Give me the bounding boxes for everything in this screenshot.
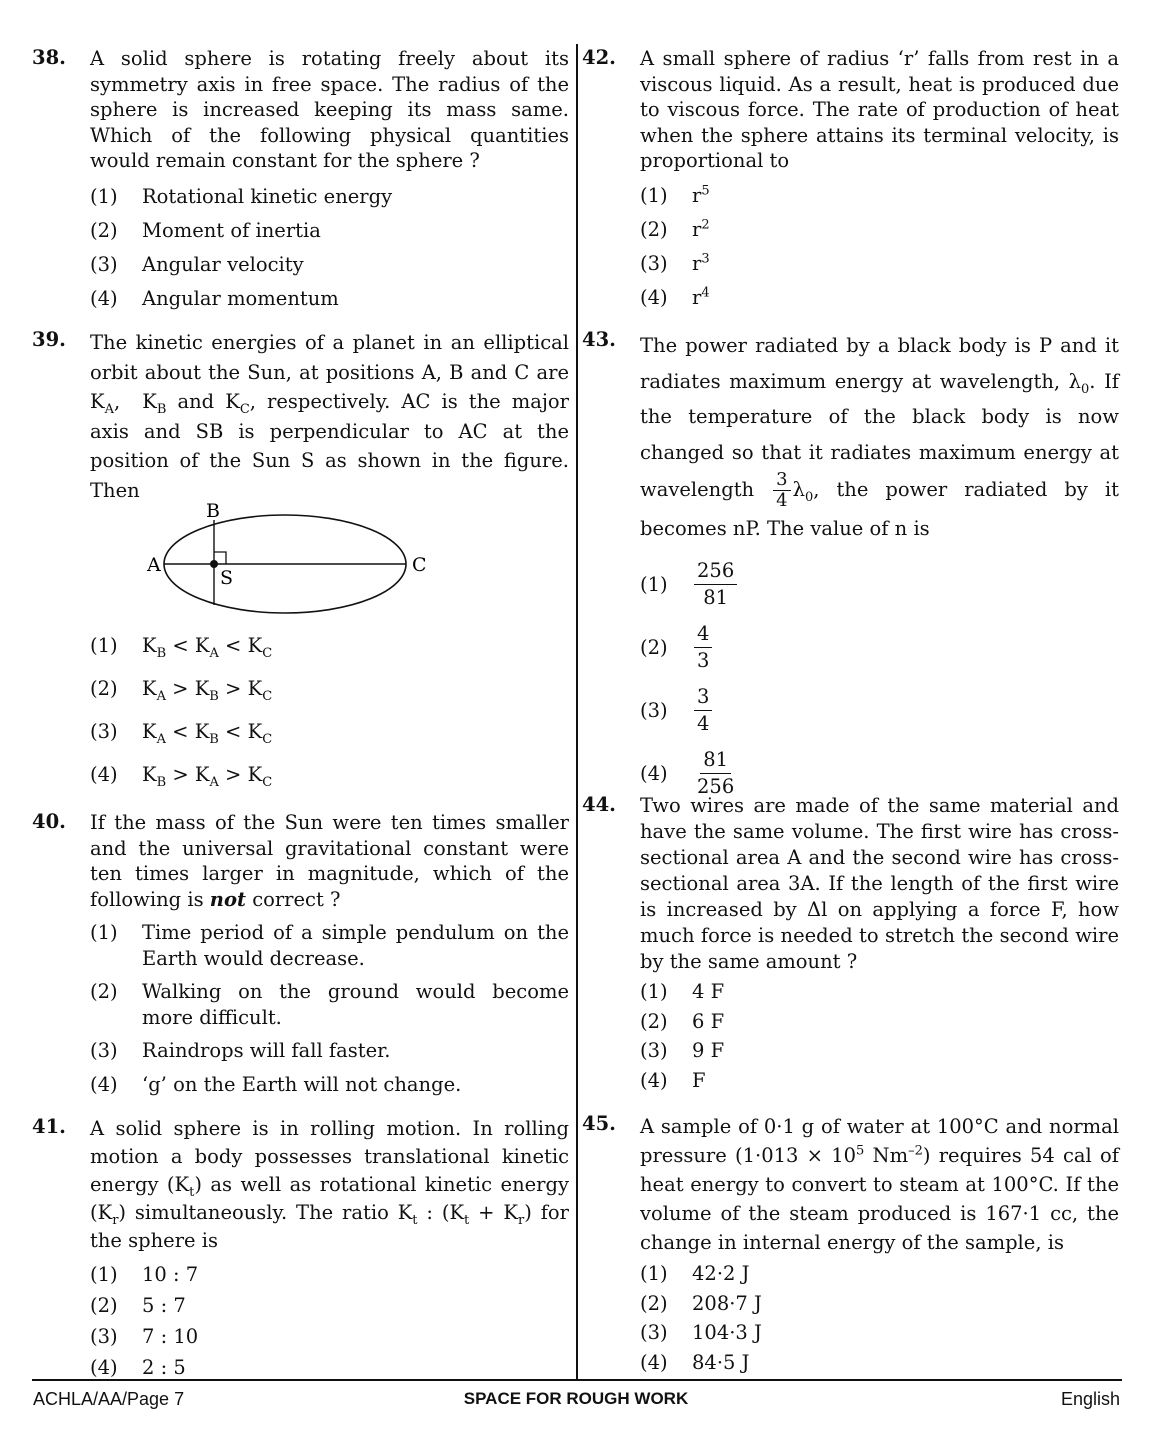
question-39 — [32, 328, 569, 790]
question-number: 40. — [32, 810, 66, 833]
footer-rough-work: SPACE FOR ROUGH WORK — [463, 1389, 689, 1408]
option-3[interactable]: (3) $K_A < K_B < K_C$ — [90, 720, 273, 747]
sun-point — [210, 560, 218, 568]
question-number: 45. — [582, 1112, 616, 1135]
footer-rule — [32, 1379, 1122, 1381]
options — [640, 1259, 1119, 1377]
option-1[interactable]: (1) Time period of a simple pendulum on the Earth would decrease. — [90, 921, 569, 970]
option-4[interactable]: (4) F — [640, 1068, 706, 1092]
option-3[interactable]: (3) $\frac{3}{4}$ — [640, 679, 1119, 742]
label-a: A — [147, 554, 161, 576]
option-2[interactable]: (2) Moment of inertia — [90, 219, 321, 242]
question-text: The kinetic energies of a planet in an elliptical orbit about the Sun, at positions A, B and C are $K_A$, $K_B$ and $K_C$, respectively. AC is the major axis and SB is perpendicular to AC at the position of the Sun S as shown in the figure. Then — [90, 331, 569, 502]
option-2[interactable]: (2) 6 F — [640, 1009, 725, 1033]
option-4[interactable]: (4) $\frac{81}{256}$ — [640, 747, 735, 798]
footer-page-code: ACHLA/AA/Page 7 — [33, 1389, 185, 1409]
option-2[interactable]: (2) $K_A > K_B > K_C$ — [90, 677, 273, 704]
question-number: 39. — [32, 328, 66, 351]
question-43 — [582, 328, 1119, 805]
question-40 — [32, 810, 569, 1097]
option-4[interactable]: (4) Angular momentum — [90, 287, 339, 310]
option-4[interactable]: (4) ‘g’ on the Earth will not change. — [90, 1072, 462, 1096]
question-text: A sample of 0·1 g of water at 100°C and normal pressure ($1\cdot 013 \times 10^5$ $Nm^{-2}$) requires 54 cal of heat energy to convert to steam at 100°C. If the volume of the steam produced is 167·1 cc, the change in internal energy of the sample, is — [640, 1115, 1119, 1254]
option-3[interactable]: (3) 7 : 10 — [90, 1325, 199, 1348]
question-text: A solid sphere is in rolling motion. In rolling motion a body possesses translational kinetic energy $(K_t)$ as well as rotational kinetic energy $(K_r)$ simultaneously. The ratio $K_t$ : $(K_t + K_r)$ for the sphere is — [90, 1117, 569, 1252]
option-3[interactable]: (3) 9 F — [640, 1039, 725, 1063]
question-number: 42. — [582, 46, 616, 69]
options — [90, 624, 627, 796]
question-text: A solid sphere is rotating freely about its symmetry axis in free space. The radius of the sphere is increased keeping its mass same. Which of the following physical quantities would remain constant for the sphere ? — [90, 47, 569, 172]
options — [90, 1259, 569, 1383]
option-3[interactable]: (3) Angular velocity — [90, 253, 304, 276]
option-1[interactable]: (1) Rotational kinetic energy — [90, 185, 393, 208]
option-1[interactable]: (1) $\frac{256}{81}$ — [640, 553, 1119, 616]
option-3[interactable]: (3) 104·3 J — [640, 1321, 762, 1345]
options — [90, 180, 569, 316]
option-3[interactable]: (3) $r^3$ — [640, 251, 710, 275]
question-text: A small sphere of radius ‘r’ falls from rest in a viscous liquid. As a result, heat is produced due to viscous force. The rate of production of heat when the sphere attains its terminal velocity, is proportional to — [640, 47, 1119, 172]
question-number: 38. — [32, 46, 66, 69]
label-c: C — [412, 554, 427, 576]
question-text: The power radiated by a black body is P and it radiates maximum energy at wavelength, $\lambda_0$. If the temperature of the black body is now changed so that it radiates maximum energy at wavelength $\frac{3}{4}$ $\lambda_0$, the power radiated by it becomes nP. The value of n is — [640, 334, 1119, 540]
options — [640, 179, 1119, 315]
option-2[interactable]: (2) $\frac{4}{3}$ — [640, 616, 1119, 679]
option-1[interactable]: (1) 4 F — [640, 980, 725, 1004]
option-1[interactable]: (1) $r^5$ — [640, 183, 710, 207]
option-1[interactable]: (1) 10 : 7 — [90, 1263, 199, 1286]
option-4[interactable]: (4) $r^4$ — [640, 285, 710, 309]
question-45 — [582, 1112, 1119, 1377]
question-38 — [32, 46, 569, 316]
question-number: 41. — [32, 1115, 66, 1138]
question-42 — [582, 46, 1119, 315]
options — [90, 920, 569, 1097]
option-2[interactable]: (2) Walking on the ground would become more difficult. — [90, 980, 569, 1029]
question-text: Two wires are made of the same material and have the same volume. The first wire has cross-sectional area A and the second wire has cross-sectional area 3A. If the length of the first wire is increased by Δl on applying a force F, how much force is needed to stretch the second wire by the same amount ? — [640, 794, 1119, 973]
fraction-three-quarters: $\frac{3}{4}$ — [771, 470, 792, 511]
option-2[interactable]: (2) $r^2$ — [640, 217, 710, 241]
option-4[interactable]: (4) $K_B > K_A > K_C$ — [90, 763, 273, 790]
option-4[interactable]: (4) 2 : 5 — [90, 1356, 186, 1379]
ellipse-orbit-figure — [142, 500, 442, 620]
footer-language: English — [1060, 1389, 1120, 1409]
options — [640, 553, 1119, 805]
options — [640, 977, 1119, 1095]
question-text: If the mass of the Sun were ten times smaller and the universal gravitational constant were ten times larger in magnitude, which of the following is not correct ? — [90, 811, 569, 911]
option-2[interactable]: (2) 208·7 J — [640, 1291, 762, 1315]
question-41 — [32, 1115, 569, 1383]
question-number: 43. — [582, 328, 616, 351]
question-44 — [582, 793, 1119, 1095]
question-number: 44. — [582, 793, 616, 816]
option-3[interactable]: (3) Raindrops will fall faster. — [90, 1039, 391, 1062]
option-1[interactable]: (1) $K_B < K_A < K_C$ — [90, 634, 273, 661]
option-4[interactable]: (4) 84·5 J — [640, 1350, 750, 1374]
option-2[interactable]: (2) 5 : 7 — [90, 1294, 186, 1317]
label-b: B — [206, 500, 220, 522]
option-1[interactable]: (1) 42·2 J — [640, 1262, 750, 1286]
label-s: S — [220, 567, 234, 589]
